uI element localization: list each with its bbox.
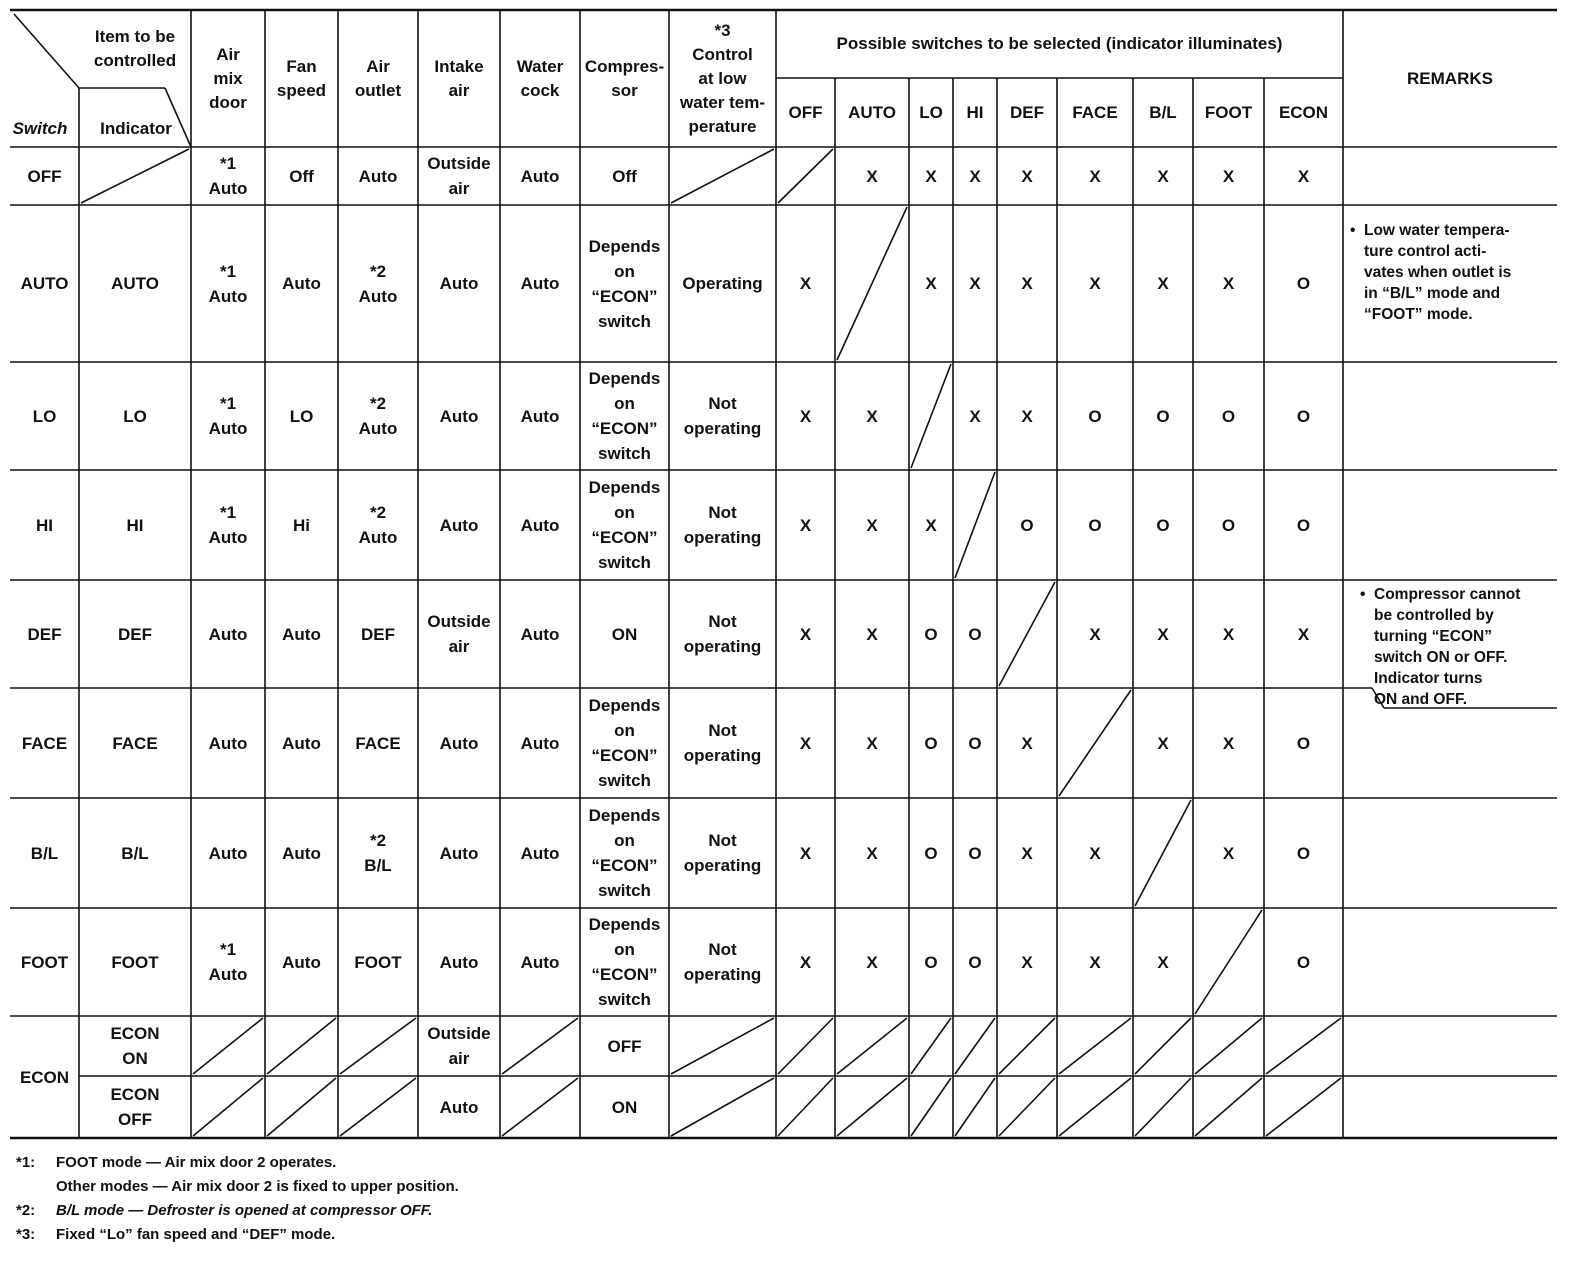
possible-switch-mark: O: [1020, 515, 1034, 535]
row-intake-value: Outside air: [427, 154, 491, 198]
switch-header-3: HI: [966, 102, 984, 122]
item-to-be-controlled-label: Item to be controlled: [93, 27, 177, 70]
na-slash: [193, 1078, 263, 1136]
self-switch-slash: [1135, 800, 1191, 906]
row-water-value: Auto: [520, 624, 560, 644]
na-slash: [340, 1078, 416, 1136]
na-slash: [955, 1078, 995, 1136]
footnote-text: Fixed “Lo” fan speed and “DEF” mode.: [56, 1226, 336, 1243]
na-slash: [502, 1018, 578, 1074]
switch-header-0: OFF: [788, 102, 823, 122]
row-switch-label: FOOT: [20, 952, 69, 972]
self-switch-slash: [911, 364, 951, 468]
compressor-header: Compres- sor: [584, 56, 665, 100]
possible-switch-mark: X: [799, 515, 812, 535]
na-slash: [837, 1078, 907, 1136]
footnote-tag: *1:: [16, 1154, 36, 1171]
possible-switch-mark: X: [1222, 733, 1235, 753]
row-lowtemp-value: Not operating: [683, 612, 762, 656]
possible-switch-mark: X: [969, 274, 981, 293]
row-air-mix-value: *1 Auto: [208, 940, 248, 984]
possible-switch-mark: X: [1021, 406, 1033, 426]
row-outlet-value: *2 B/L: [364, 831, 392, 875]
econ-on-intake: Outside air: [427, 1024, 491, 1068]
row-lowtemp-value: Not operating: [683, 721, 762, 765]
self-switch-slash: [1195, 910, 1262, 1014]
row-switch-label: DEF: [27, 624, 62, 644]
possible-switch-mark: X: [925, 274, 937, 293]
na-slash: [502, 1078, 578, 1136]
econ-off-indicator: ECON OFF: [110, 1085, 160, 1129]
na-slash: [671, 1078, 774, 1136]
econ-off-intake: Auto: [439, 1097, 479, 1117]
possible-switch-mark: X: [1089, 624, 1101, 644]
footnote-tag: *2:: [16, 1202, 36, 1219]
bullet-icon: •: [1350, 222, 1356, 239]
possible-switch-mark: X: [969, 406, 981, 426]
na-slash: [1059, 1078, 1131, 1136]
switch-header-7: FOOT: [1204, 102, 1253, 122]
self-switch-slash: [955, 472, 995, 578]
row-air-mix-value: *1 Auto: [208, 394, 248, 438]
low-water-temp-header: *3 Control at low water tem- perature: [679, 20, 766, 136]
na-slash: [999, 1018, 1055, 1074]
row-air-mix-value: Auto: [208, 843, 248, 863]
row-water-value: Auto: [520, 733, 560, 753]
possible-switch-mark: O: [1296, 515, 1311, 535]
possible-switch-mark: X: [1157, 274, 1169, 293]
row-intake-value: Auto: [439, 733, 479, 753]
row-outlet-value: FACE: [355, 733, 401, 753]
possible-switch-mark: O: [1296, 733, 1311, 753]
possible-switch-mark: X: [799, 843, 812, 863]
possible-switch-mark: X: [1021, 843, 1033, 863]
possible-switch-mark: X: [866, 733, 878, 753]
possible-switch-mark: O: [968, 952, 982, 972]
row-air-mix-value: *1 Auto: [208, 261, 248, 306]
possible-switch-mark: X: [866, 952, 878, 972]
water-cock-header: Water cock: [516, 56, 564, 100]
econ-on-indicator: ECON ON: [110, 1024, 160, 1068]
possible-switch-mark: O: [968, 624, 982, 644]
self-switch-slash: [999, 582, 1055, 686]
row-lowtemp-value: Not operating: [683, 503, 762, 547]
row-outlet-value: *2 Auto: [358, 261, 398, 306]
possible-switch-mark: X: [1089, 843, 1101, 863]
self-switch-slash: [778, 149, 833, 203]
row-air-mix-value: Auto: [208, 733, 248, 753]
lowtemp-na-slash: [671, 149, 774, 203]
na-slash: [837, 1018, 907, 1074]
na-slash: [267, 1078, 336, 1136]
row-lowtemp-value: Not operating: [683, 394, 762, 438]
row-compressor-value: Depends on “ECON” switch: [588, 915, 661, 1009]
na-slash: [193, 1018, 263, 1074]
row-outlet-value: Auto: [358, 166, 398, 186]
possible-switch-mark: X: [1222, 166, 1235, 186]
row-fan-value: LO: [289, 406, 314, 426]
switch-header-2: LO: [919, 102, 943, 122]
remark-text: Low water tempera- ture control acti- vates when outlet is in “B/L” mode and “FOOT” mode.: [1364, 222, 1512, 323]
switch-column-label: Switch: [12, 119, 68, 138]
econ-on-compressor: OFF: [607, 1036, 642, 1056]
row-intake-value: Outside air: [427, 612, 491, 656]
row-water-value: Auto: [520, 515, 560, 535]
possible-switch-mark: X: [1157, 166, 1169, 186]
row-indicator-label: AUTO: [111, 274, 159, 293]
self-switch-slash: [1059, 690, 1131, 796]
na-slash: [778, 1078, 833, 1136]
row-outlet-value: FOOT: [354, 952, 402, 972]
possible-switch-mark: O: [1296, 843, 1311, 863]
footnote-2: [16, 1200, 432, 1222]
row-indicator-label: DEF: [118, 624, 152, 644]
row-outlet-value: *2 Auto: [358, 394, 398, 438]
indicator-na-slash: [81, 149, 189, 203]
row-fan-value: Auto: [282, 274, 321, 293]
row-water-value: Auto: [520, 406, 560, 426]
possible-switch-mark: O: [1296, 952, 1311, 972]
na-slash: [340, 1018, 416, 1074]
row-lowtemp-value: Not operating: [683, 831, 762, 875]
row-switch-label: HI: [36, 515, 53, 535]
possible-switch-mark: X: [866, 515, 878, 535]
row-compressor-value: Depends on “ECON” switch: [588, 369, 661, 463]
possible-switch-mark: X: [1297, 166, 1310, 186]
possible-switch-mark: O: [1296, 274, 1311, 293]
row-air-mix-value: Auto: [208, 624, 248, 644]
row-fan-value: Auto: [282, 843, 321, 863]
na-slash: [1195, 1078, 1262, 1136]
possible-switch-mark: X: [1157, 733, 1169, 753]
possible-switch-mark: X: [1021, 274, 1033, 293]
row-fan-value: Hi: [293, 515, 310, 535]
possible-switch-mark: O: [1296, 406, 1311, 426]
econ-switch-label: ECON: [19, 1067, 70, 1087]
possible-switches-header: Possible switches to be selected (indicator illuminates): [836, 34, 1283, 53]
na-slash: [911, 1078, 951, 1136]
possible-switch-mark: O: [1088, 515, 1102, 535]
remark-low-water-temp: [1350, 220, 1554, 325]
possible-switch-mark: X: [1021, 733, 1033, 753]
footnote-text: B/L mode — Defroster is opened at compressor OFF.: [56, 1202, 433, 1219]
na-slash: [911, 1018, 951, 1074]
possible-switch-mark: X: [1222, 624, 1235, 644]
row-indicator-label: B/L: [121, 843, 149, 863]
possible-switch-mark: X: [866, 843, 878, 863]
na-slash: [999, 1078, 1055, 1136]
row-outlet-value: *2 Auto: [358, 503, 398, 547]
air-outlet-header: Air outlet: [354, 56, 402, 100]
possible-switch-mark: X: [799, 274, 812, 293]
row-lowtemp-value: Not operating: [683, 940, 762, 984]
possible-switch-mark: X: [925, 515, 937, 535]
possible-switch-mark: X: [1222, 274, 1235, 293]
row-indicator-label: HI: [126, 515, 144, 535]
na-slash: [1059, 1018, 1131, 1074]
possible-switch-mark: O: [1221, 406, 1236, 426]
row-switch-label: LO: [32, 406, 57, 426]
indicator-column-label: Indicator: [100, 119, 172, 138]
na-slash: [267, 1018, 336, 1074]
possible-switch-mark: X: [925, 166, 937, 186]
row-compressor-value: Depends on “ECON” switch: [588, 806, 661, 900]
possible-switch-mark: O: [1088, 406, 1102, 426]
row-switch-label: FACE: [21, 733, 68, 753]
self-switch-slash: [837, 207, 907, 360]
switch-header-5: FACE: [1072, 102, 1118, 122]
switch-header-1: AUTO: [848, 102, 896, 122]
econ-off-compressor: ON: [611, 1097, 638, 1117]
possible-switch-mark: X: [1157, 624, 1169, 644]
corner-diagonal: [14, 14, 79, 88]
row-lowtemp-value: Operating: [682, 274, 763, 293]
possible-switch-mark: X: [1089, 952, 1101, 972]
remarks-header: REMARKS: [1407, 68, 1493, 88]
possible-switch-mark: X: [1089, 166, 1101, 186]
possible-switch-mark: X: [799, 406, 812, 426]
na-slash: [1266, 1018, 1341, 1074]
row-indicator-label: FOOT: [111, 952, 159, 972]
na-slash: [1135, 1018, 1191, 1074]
row-fan-value: Off: [289, 166, 314, 186]
possible-switch-mark: X: [1222, 843, 1235, 863]
possible-switch-mark: X: [799, 733, 812, 753]
row-intake-value: Auto: [439, 406, 479, 426]
possible-switch-mark: O: [1156, 406, 1170, 426]
row-compressor-value: Off: [612, 166, 637, 186]
row-intake-value: Auto: [439, 515, 479, 535]
row-fan-value: Auto: [282, 952, 321, 972]
switch-header-6: B/L: [1149, 102, 1177, 122]
intake-air-header: Intake air: [434, 56, 484, 100]
row-compressor-value: Depends on “ECON” switch: [588, 236, 661, 331]
possible-switch-mark: O: [924, 624, 938, 644]
na-slash: [1135, 1078, 1191, 1136]
possible-switch-mark: O: [924, 952, 938, 972]
footnote-1b: [16, 1176, 459, 1198]
row-indicator-label: FACE: [112, 733, 158, 753]
row-compressor-value: ON: [611, 624, 638, 644]
row-water-value: Auto: [520, 166, 560, 186]
possible-switch-mark: X: [866, 406, 878, 426]
switch-header-8: ECON: [1278, 102, 1329, 122]
remark-text: Compressor cannot be controlled by turning “ECON” switch ON or OFF. Indicator turns ON and OFF.: [1374, 586, 1521, 708]
possible-switch-mark: X: [1297, 624, 1310, 644]
footnote-1: [16, 1152, 336, 1174]
possible-switch-mark: O: [924, 843, 938, 863]
row-switch-label: OFF: [27, 166, 62, 186]
row-water-value: Auto: [520, 843, 560, 863]
possible-switch-mark: O: [1156, 515, 1170, 535]
row-water-value: Auto: [520, 274, 560, 293]
footnote-3: [16, 1224, 335, 1246]
na-slash: [1266, 1078, 1341, 1136]
row-intake-value: Auto: [439, 843, 479, 863]
possible-switch-mark: X: [969, 166, 981, 186]
possible-switch-mark: X: [1021, 166, 1033, 186]
remark-compressor: [1360, 584, 1554, 710]
row-outlet-value: DEF: [361, 624, 395, 644]
row-air-mix-value: *1 Auto: [208, 154, 248, 198]
na-slash: [955, 1018, 995, 1074]
na-slash: [671, 1018, 774, 1074]
row-air-mix-value: *1 Auto: [208, 503, 248, 547]
possible-switch-mark: X: [1089, 274, 1101, 293]
possible-switch-mark: X: [799, 952, 812, 972]
footnote-text: Other modes — Air mix door 2 is fixed to upper position.: [56, 1178, 459, 1195]
row-compressor-value: Depends on “ECON” switch: [588, 478, 661, 572]
row-water-value: Auto: [520, 952, 560, 972]
row-fan-value: Auto: [282, 733, 321, 753]
row-intake-value: Auto: [439, 952, 479, 972]
row-compressor-value: Depends on “ECON” switch: [588, 696, 661, 790]
row-intake-value: Auto: [439, 274, 479, 293]
row-switch-label: AUTO: [20, 274, 69, 293]
possible-switch-mark: O: [924, 733, 938, 753]
possible-switch-mark: O: [968, 843, 982, 863]
possible-switch-mark: O: [968, 733, 982, 753]
air-mix-door-header: Air mix door: [209, 44, 247, 112]
switch-header-4: DEF: [1010, 102, 1044, 122]
bullet-icon: •: [1360, 586, 1366, 603]
na-slash: [1195, 1018, 1262, 1074]
possible-switch-mark: X: [1021, 952, 1033, 972]
possible-switch-mark: X: [866, 166, 878, 186]
row-fan-value: Auto: [282, 624, 321, 644]
footnote-text: FOOT mode — Air mix door 2 operates.: [56, 1154, 337, 1171]
na-slash: [778, 1018, 833, 1074]
possible-switch-mark: X: [1157, 952, 1169, 972]
row-switch-label: B/L: [30, 843, 59, 863]
possible-switch-mark: O: [1221, 515, 1236, 535]
possible-switch-mark: X: [866, 624, 878, 644]
row-indicator-label: LO: [123, 406, 147, 426]
possible-switch-mark: X: [799, 624, 812, 644]
footnote-tag: *3:: [16, 1226, 36, 1243]
fan-speed-header: Fan speed: [276, 56, 327, 100]
